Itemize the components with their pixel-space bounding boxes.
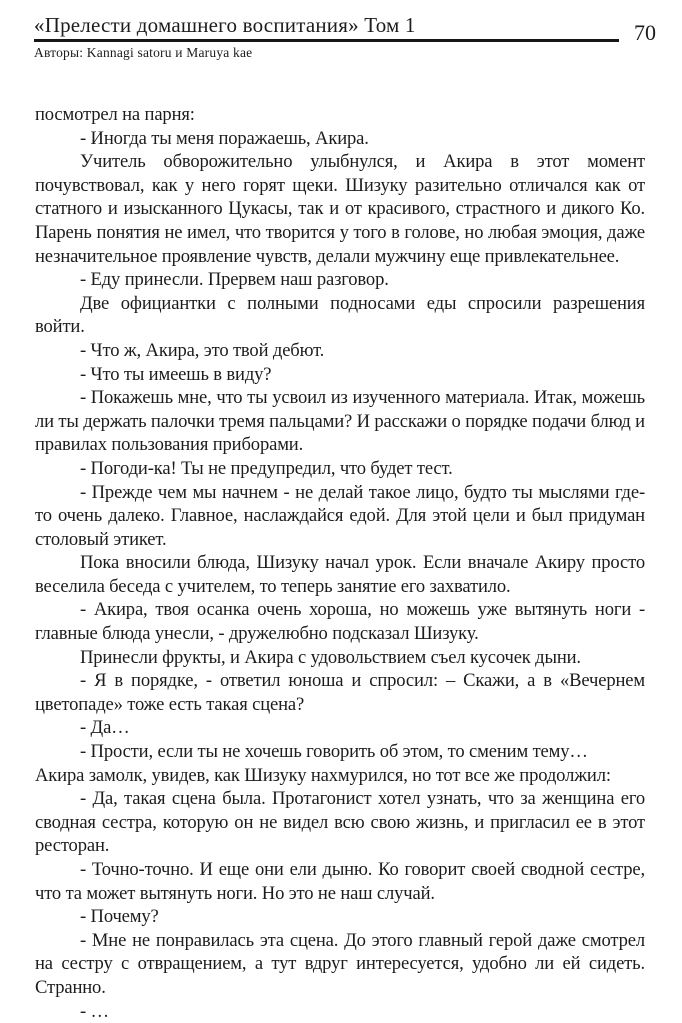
paragraph: - Да, такая сцена была. Протагонист хотел узнать, что за женщина его сводная сестра, которую он не видел всю свою жизнь, и пригласил ее в этот ресторан.	[35, 788, 645, 857]
paragraph: Пока вносили блюда, Шизуку начал урок. Если вначале Акиру просто веселила беседа с учителем, то теперь занятие его захватило.	[35, 552, 645, 597]
paragraph: - …	[80, 1000, 109, 1022]
paragraph: - Акира, твоя осанка очень хороша, но можешь уже вытянуть ноги - главные блюда унесли, - дружелюбно подсказал Шизуку.	[35, 599, 645, 645]
header-rule	[34, 13, 619, 42]
book-title: «Прелести домашнего воспитания» Том 1	[34, 13, 416, 37]
page-number: 70	[634, 20, 656, 45]
paragraph: посмотрел на парня:	[35, 104, 195, 125]
paragraph: - Покажешь мне, что ты усвоил из изученного материала. Итак, можешь ли ты держать палочки тремя пальцами? И расскажи о порядке подачи блюд и правилах пользования приборами.	[35, 387, 645, 456]
paragraph: - Еду принесли. Прервем наш разговор.	[80, 269, 389, 291]
authors-line: Авторы: Kannagi satoru и Maruya kae	[34, 45, 253, 60]
paragraph: - Почему?	[80, 906, 159, 928]
paragraph: - Что ж, Акира, это твой дебют.	[80, 339, 325, 361]
page-header	[0, 0, 682, 61]
body-text	[35, 103, 645, 1023]
paragraph: - Что ты имеешь в виду?	[80, 363, 272, 385]
paragraph: - Да…	[80, 717, 130, 739]
paragraph: - Погоди-ка! Ты не предупредил, что будет тест.	[80, 457, 453, 479]
header-row	[34, 13, 656, 45]
paragraph: - Мне не понравилась эта сцена. До этого главный герой даже смотрел на сестру с отвращением, а тут вдруг интересуется, удобно ли ей сидеть. Странно.	[35, 929, 645, 998]
paragraph: Акира замолк, увидев, как Шизуку нахмурился, но тот все же продолжил:	[35, 764, 611, 786]
paragraph: Две официантки с полными подносами еды спросили разрешения войти.	[35, 292, 645, 338]
paragraph: - Прости, если ты не хочешь говорить об этом, то сменим тему…	[80, 741, 588, 763]
paragraph: - Точно-точно. И еще они ели дыню. Ко говорит своей сводной сестре, что та может вытянуть ноги. Но это не наш случай.	[35, 859, 645, 904]
paragraph: - Я в порядке, - ответил юноша и спросил: – Скажи, а в «Вечернем цветопаде» тоже есть такая сцена?	[35, 670, 645, 715]
paragraph: Учитель обворожительно улыбнулся, и Акира в этот момент почувствовал, как у него горят щеки. Шизуку разительно отличался как от статного и изысканного Цукасы, так и от красивого, страстного и дикого Ко. Парень понятия не имел, что творится у того в голове, но любая эмоция, даже незначительное проявление чувств, делали мужчину еще привлекательнее.	[35, 151, 645, 267]
paragraph: Принесли фрукты, и Акира с удовольствием съел кусочек дыни.	[80, 646, 581, 668]
paragraph: - Прежде чем мы начнем - не делай такое лицо, будто ты мыслями где-то очень далеко. Главное, наслаждайся едой. Для этой цели и был придуман столовый этикет.	[35, 481, 645, 550]
paragraph: - Иногда ты меня поражаешь, Акира.	[80, 127, 369, 149]
